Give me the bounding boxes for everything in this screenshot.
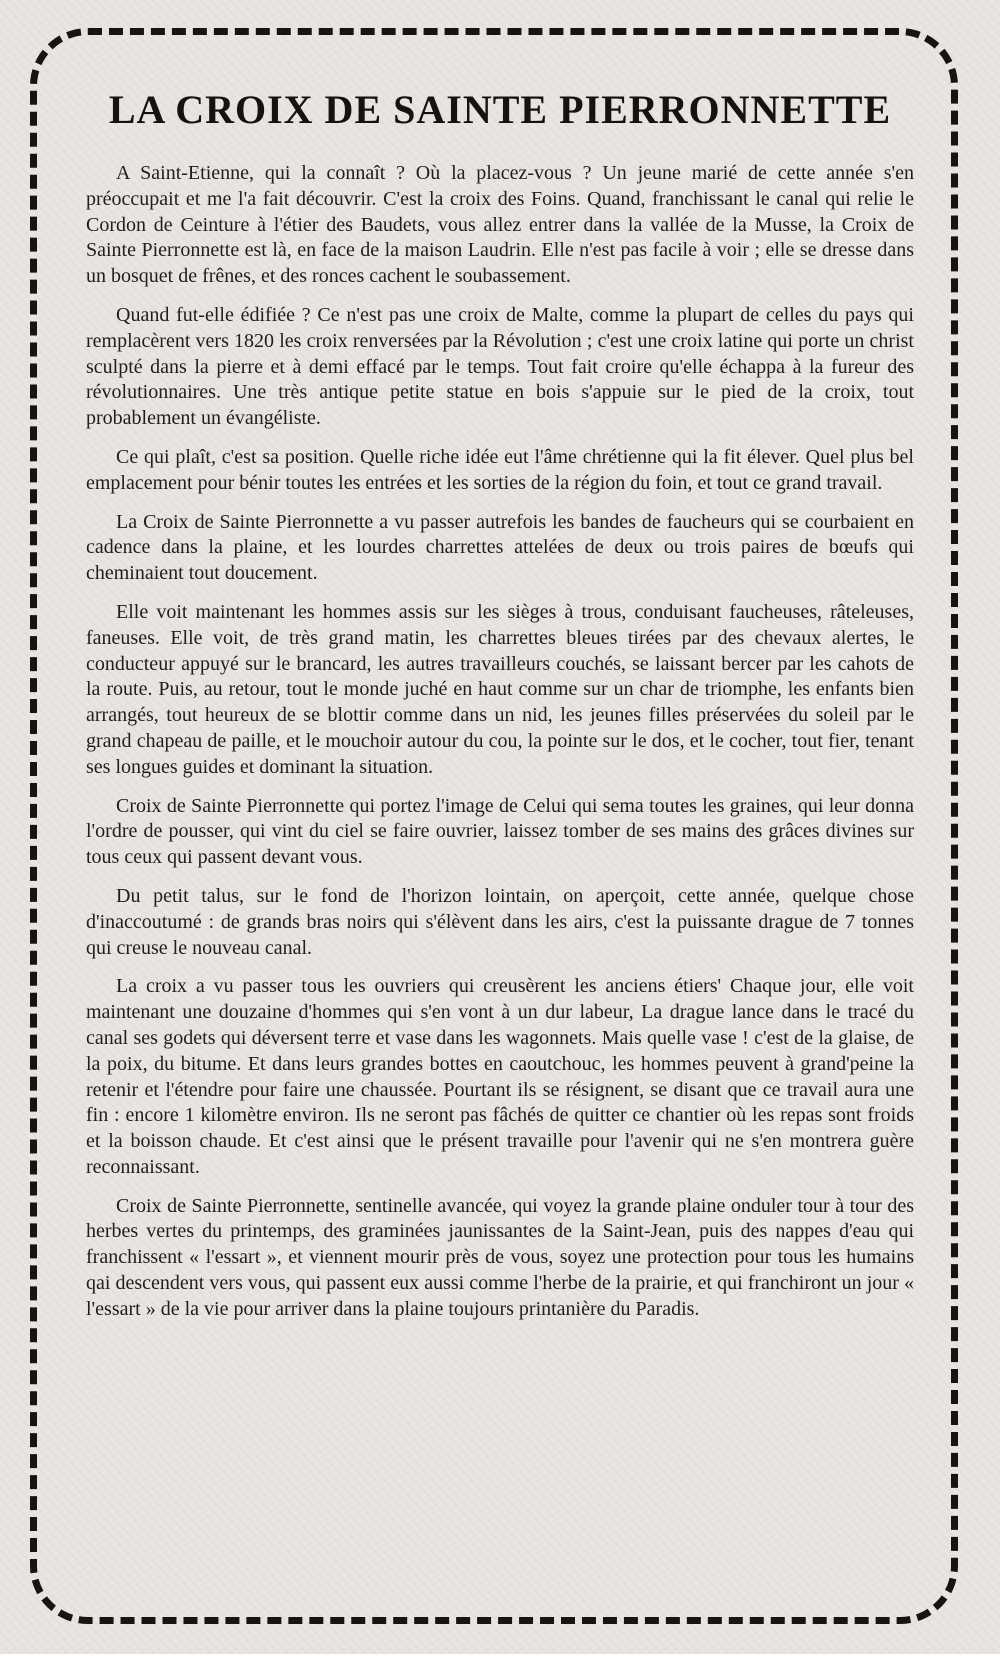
paragraph: Du petit talus, sur le fond de l'horizon lointain, on aperçoit, cette année, quelque chose d'inaccoutumé : de grands bras noirs qui s'élèvent dans les airs, c'est la puissante drague de 7 tonnes qui creuse le nouveau canal. [86,884,914,959]
paragraph: Croix de Sainte Pierronnette, sentinelle avancée, qui voyez la grande plaine onduler tour à tour des herbes vertes du printemps, des graminées jaunissantes de la Saint-Jean, puis des nappes d'eau qui franchissent « l'essart », et viennent mourir près de vous, soyez une protection pour tous les humains qai descendent vers vous, qui passent eux aussi comme l'herbe de la prairie, et qui franchiront un jour « l'essart » de la vie pour arriver dans la plaine toujours printanière du Paradis. [86,1194,914,1320]
paragraph: Elle voit maintenant les hommes assis sur les sièges à trous, conduisant faucheuses, râteleuses, faneuses. Elle voit, de très grand matin, les charrettes bleues tirées par des chevaux alertes, le conducteur appuyé sur le brancard, les autres travailleurs couchés, se laissant bercer par les cahots de la route. Puis, au retour, tout le monde juché en haut comme sur un char de triomphe, les enfants bien arrangés, tout heureux de se blottir comme dans un nid, les jeunes filles préservées du soleil par le grand chapeau de paille, et le mouchoir autour du cou, la pointe sur le dos, et le cocher, tout fier, tenant ses longues guides et dominant la situation. [86,600,914,778]
paragraph: A Saint-Etienne, qui la connaît ? Où la placez-vous ? Un jeune marié de cette année s'en préoccupait et me l'a fait découvrir. C'est la croix des Foins. Quand, franchissant le canal qui relie le Cordon de Ceinture à l'étier des Baudets, vous allez entrer dans la vallée de la Musse, la Croix de Sainte Pierronnette est là, en face de la maison Laudrin. Elle n'est pas facile à voir ; elle se dresse dans un bosquet de frênes, et des ronces cachent le soubassement. [86,162,914,288]
paragraph: Croix de Sainte Pierronnette qui portez l'image de Celui qui sema toutes les graines, qui leur donna l'ordre de pousser, qui vint du ciel se faire ouvrier, laissez tomber de ses mains des grâces divines sur tous ceux qui passent devant vous. [86,794,914,869]
paragraph: La croix a vu passer tous les ouvriers qui creusèrent les anciens étiers' Chaque jour, elle voit maintenant une douzaine d'hommes qui s'en vont à un dur labeur, La drague lance dans le tracé du canal ses godets qui déversent terre et vase dans les wagonnets. Mais quelle vase ! c'est de la glaise, de la poix, du bitume. Et dans leurs grandes bottes en caoutchouc, les hommes peuvent à grand'peine la retenir et l'étendre pour faire une chaussée. Pourtant ils se résignent, se disant que ce travail aura une fin : encore 1 kilomètre environ. Ils ne seront pas fâchés de quitter ce chantier où les repas sont froids et la boisson chaude. Et c'est ainsi que le présent travaille pour l'avenir qui ne s'en montrera guère reconnaissant. [86,975,914,1178]
paragraph: La Croix de Sainte Pierronnette a vu passer autrefois les bandes de faucheurs qui se courbaient en cadence dans la plaine, et les lourdes charrettes attelées de deux ou trois paires de bœufs qui cheminaient tout doucement. [86,510,914,585]
paragraph: Ce qui plaît, c'est sa position. Quelle riche idée eut l'âme chrétienne qui la fit élever. Quel plus bel emplacement pour bénir toutes les entrées et les sorties de la région du foin, et tout ce grand travail. [86,445,914,494]
page-title: LA CROIX DE SAINTE PIERRONNETTE [108,87,892,132]
article-body [86,161,914,1323]
paragraph: Quand fut-elle édifiée ? Ce n'est pas une croix de Malte, comme la plupart de celles du pays qui remplacèrent vers 1820 les croix renversées par la Révolution ; c'est une croix latine qui porte un christ sculpté dans la pierre et à demi effacé par le temps. Tout fait croire qu'elle échappa à la fureur des révolutionnaires. Une très antique petite statue en bois s'appuie sur le pied de la croix, tout probablement un évangéliste. [86,303,914,430]
page-content [86,60,914,1323]
